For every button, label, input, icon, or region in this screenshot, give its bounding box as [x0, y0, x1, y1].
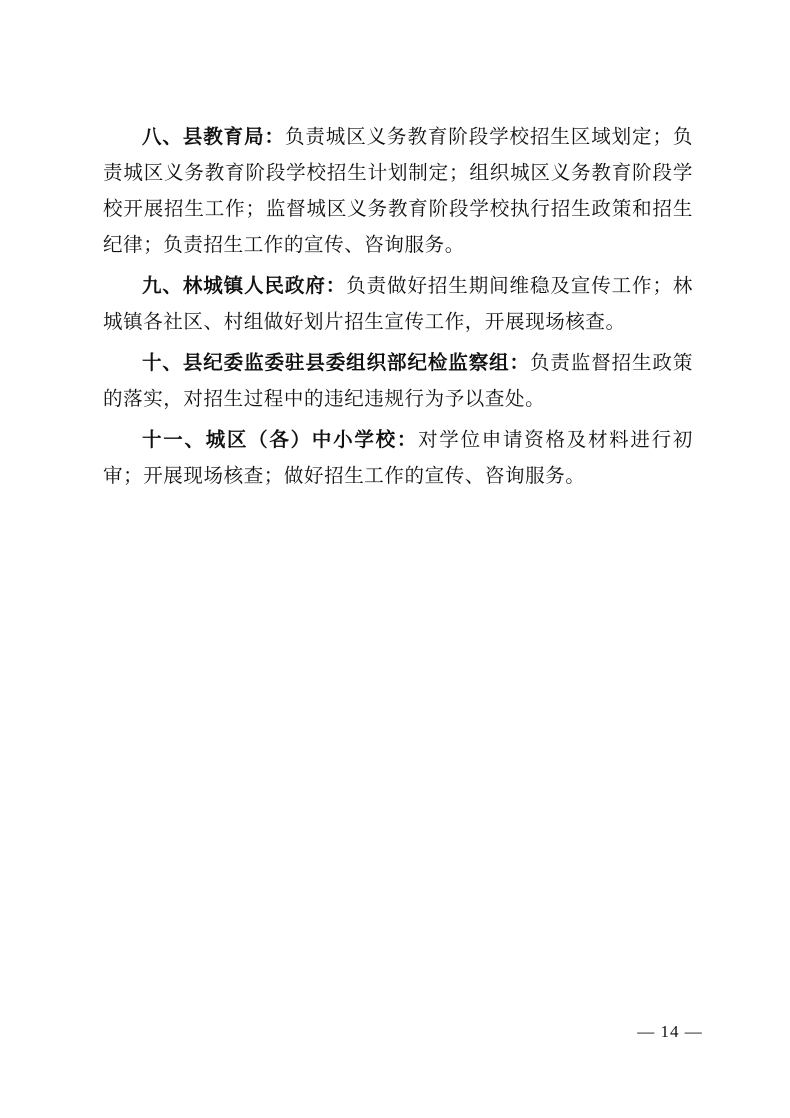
paragraph-lincheng-town-government — [103, 268, 693, 340]
paragraph-heading: 十一、城区（各）中小学校： — [142, 428, 419, 451]
paragraph-heading: 八、县教育局： — [142, 125, 285, 148]
document-body — [103, 119, 693, 499]
paragraph-discipline-inspection-group — [103, 345, 693, 417]
page-number: — 14 — — [637, 1022, 703, 1041]
paragraph-text: 负责监督招生政策的落实，对招生过程中的违纪违规行为予以查处。 — [103, 351, 693, 410]
paragraph-urban-schools — [103, 422, 693, 494]
paragraph-heading: 九、林城镇人民政府： — [142, 274, 347, 297]
paragraph-heading: 十、县纪委监委驻县委组织部纪检监察组： — [142, 351, 530, 374]
paragraph-county-education-bureau — [103, 119, 693, 263]
paragraph-text: 对学位申请资格及材料进行初审；开展现场核查；做好招生工作的宣传、咨询服务。 — [103, 428, 693, 487]
paragraph-text: 负责做好招生期间维稳及宣传工作；林城镇各社区、村组做好划片招生宣传工作，开展现场核查。 — [103, 274, 693, 333]
paragraph-text: 负责城区义务教育阶段学校招生区域划定；负责城区义务教育阶段学校招生计划制定；组织城区义务教育阶段学校开展招生工作；监督城区义务教育阶段学校执行招生政策和招生纪律；负责招生工作的宣传、咨询服务。 — [103, 125, 693, 256]
